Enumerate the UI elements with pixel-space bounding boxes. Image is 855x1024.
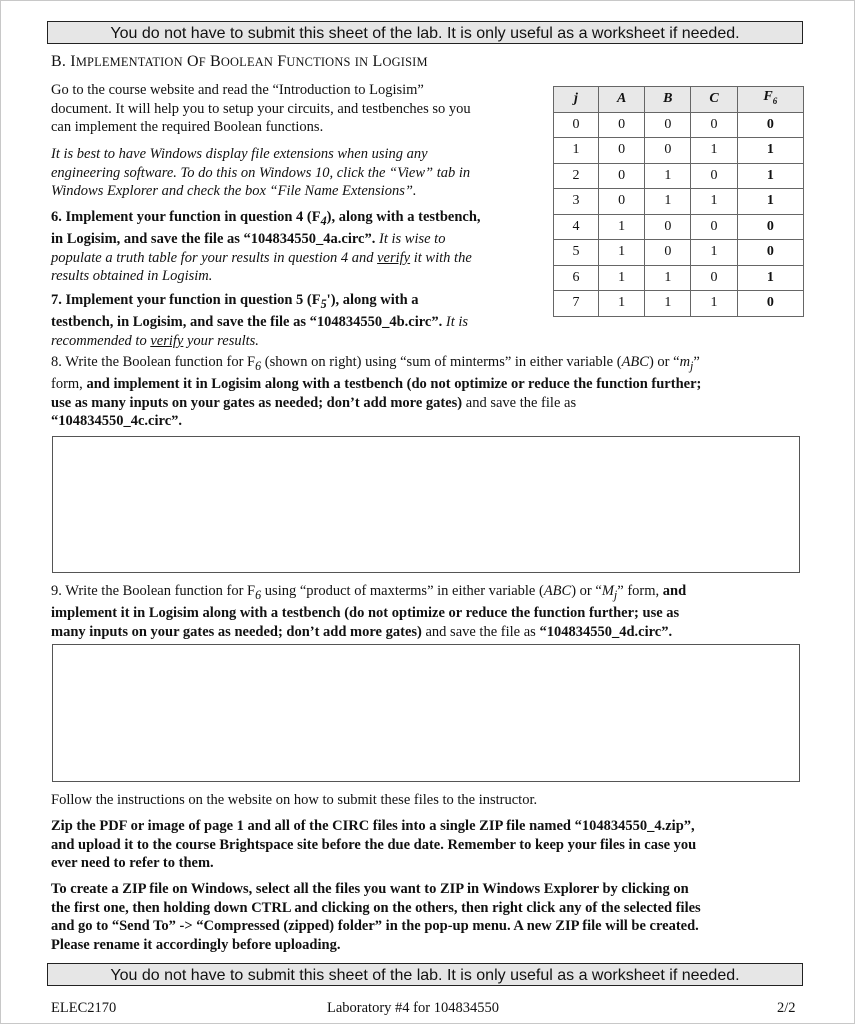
zip-instructions: Zip the PDF or image of page 1 and all of the CIRC files into a single ZIP file named “104834550_4.zip”, and upload it to the course Brightspace site before the due date. Remember to keep your files in case you ever need to refer to them.: [51, 818, 697, 871]
question-6: 6. Implement your function in question 4 $(F_4)$, along with a testbench, in Logisim, and save the file as “104834550_4a.circ”. It is wise to populate a truth table for your results in question 4 and verify it with the results obtained in Logisim.: [51, 209, 481, 285]
table-row: 6 1 1 0 1: [554, 265, 804, 291]
tip-paragraph: It is best to have Windows display file extensions when using any engineering software. To do this on Windows 10, click the “View” tab in Windows Explorer and check the box “File Name Extensions”.: [51, 146, 471, 199]
footer-page: 2/2: [777, 1000, 796, 1016]
answer-box-q8[interactable]: [52, 436, 800, 573]
table-row: 1 0 0 1 1: [554, 138, 804, 164]
header-c: C: [691, 87, 737, 113]
table-row: 2 0 1 0 1: [554, 163, 804, 189]
truth-table-header: [554, 87, 804, 113]
question-7: 7. Implement your function in question 5 $(F_5')$, along with a testbench, in Logisim, and save the file as “104834550_4b.circ”. It is recommended to verify your results.: [51, 292, 469, 349]
header-j: j: [554, 87, 599, 113]
answer-box-q9[interactable]: [52, 644, 800, 782]
footer-course: ELEC2170: [51, 1000, 117, 1016]
header-b: B: [645, 87, 691, 113]
question-9: 9. Write the Boolean function for $F_6$ using “product of maxterms” in either variable (ABC) or “$M_j$” form, and implement it in Logisim along with a testbench (do not optimize or reduce the function further; use as many inputs on your gates as needed; don’t add more gates) and save the file as “104834550_4d.circ”.: [51, 583, 687, 640]
table-row: 5 1 0 1 0: [554, 240, 804, 266]
table-row: 3 0 1 1 1: [554, 189, 804, 215]
table-row: 7 1 1 1 0: [554, 291, 804, 317]
footer-lab: Laboratory #4 for 104834550: [327, 1000, 499, 1016]
header-f6: $F_6$: [737, 87, 803, 113]
header-a: A: [599, 87, 645, 113]
intro-paragraph: Go to the course website and read the “Introduction to Logisim” document. It will help you to setup your circuits, and testbenches so you can implement the required Boolean functions.: [51, 82, 471, 135]
bottom-banner: You do not have to submit this sheet of the lab. It is only useful as a worksheet if needed.: [47, 963, 803, 986]
question-8: 8. Write the Boolean function for $F_6$ (shown on right) using “sum of minterms” in either variable (ABC) or “$m_j$” form, and implement it in Logisim along with a testbench (do not optimize or reduce the function further; use as many inputs on your gates as needed; don’t add more gates) and save the file as “104834550_4c.circ”.: [51, 354, 702, 430]
follow-instructions: Follow the instructions on the website on how to submit these files to the instructor.: [51, 792, 538, 808]
table-row: 4 1 0 0 0: [554, 214, 804, 240]
top-banner: You do not have to submit this sheet of the lab. It is only useful as a worksheet if needed.: [47, 21, 803, 44]
truth-table: [553, 86, 804, 317]
table-row: 0 0 0 0 0: [554, 112, 804, 138]
section-heading: B. IMPLEMENTATION OF BOOLEAN FUNCTIONS IN LOGISIM: [51, 53, 428, 70]
create-zip-instructions: To create a ZIP file on Windows, select all the files you want to ZIP in Windows Explorer by clicking on the first one, then holding down CTRL and clicking on the others, then right click any of the selected files and go to “Send To” -> “Compressed (zipped) folder” in the pop-up menu. A new ZIP file will be created. Please rename it accordingly before uploading.: [51, 881, 701, 953]
